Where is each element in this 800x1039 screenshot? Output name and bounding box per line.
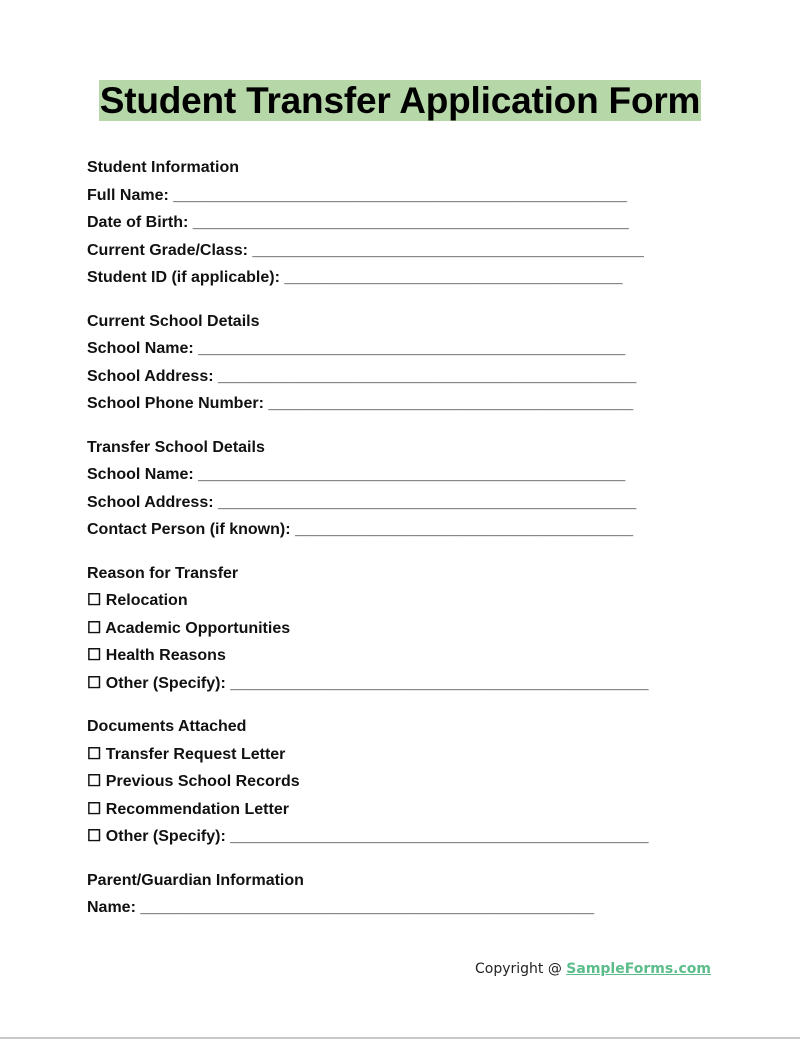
- section-heading: Reason for Transfer: [87, 564, 239, 582]
- reason-option-academic[interactable]: [87, 617, 727, 645]
- section-heading: Documents Attached: [87, 718, 247, 735]
- current-school-phone-field[interactable]: [87, 392, 727, 420]
- option-label: Other (Specify):: [105, 674, 226, 692]
- blank-line[interactable]: ___________________________________________________: [173, 186, 628, 204]
- date-of-birth-field[interactable]: [87, 211, 727, 239]
- document-option-recommendation[interactable]: [87, 798, 727, 826]
- checkbox-icon[interactable]: ☐: [87, 674, 102, 692]
- blank-line[interactable]: _________________________________________: [268, 395, 634, 412]
- sampleforms-link[interactable]: SampleForms.com: [566, 961, 711, 977]
- copyright-text: Copyright @: [474, 961, 567, 977]
- option-label: Previous School Records: [105, 773, 300, 790]
- student-id-field[interactable]: [87, 266, 727, 294]
- reason-option-health[interactable]: [87, 644, 727, 672]
- student-information-section: [87, 156, 727, 294]
- field-label: School Name:: [87, 340, 194, 357]
- transfer-school-section: [87, 436, 727, 546]
- checkbox-icon[interactable]: ☐: [87, 647, 102, 664]
- option-label: Transfer Request Letter: [105, 745, 286, 763]
- document-option-other[interactable]: [87, 825, 727, 853]
- transfer-school-name-field[interactable]: [87, 463, 727, 491]
- option-label: Recommendation Letter: [105, 800, 289, 818]
- option-label: Health Reasons: [105, 647, 226, 664]
- reason-for-transfer-section: [87, 562, 727, 700]
- blank-line[interactable]: ____________________________________________: [252, 241, 644, 259]
- checkbox-icon[interactable]: ☐: [87, 745, 102, 763]
- blank-line[interactable]: _______________________________________________: [218, 367, 637, 385]
- section-heading: Student Information: [87, 159, 239, 176]
- field-label: Current Grade/Class:: [87, 241, 248, 259]
- field-label: Contact Person (if known):: [87, 521, 291, 538]
- field-label: School Phone Number:: [87, 395, 264, 412]
- blank-line[interactable]: _______________________________________________: [218, 493, 637, 511]
- option-label: Academic Opportunities: [105, 619, 291, 637]
- reason-option-other[interactable]: [87, 672, 727, 700]
- blank-line[interactable]: ________________________________________________: [198, 340, 626, 357]
- blank-line[interactable]: ______________________________________: [295, 521, 634, 538]
- option-label: Relocation: [105, 592, 188, 609]
- blank-line[interactable]: _______________________________________________: [230, 828, 649, 845]
- form-title: Student Transfer Application Form: [99, 80, 701, 121]
- guardian-name-field[interactable]: [87, 896, 727, 924]
- checkbox-icon[interactable]: ☐: [87, 773, 102, 790]
- checkbox-icon[interactable]: ☐: [87, 800, 102, 818]
- guardian-information-section: [87, 869, 727, 924]
- section-heading: Current School Details: [87, 312, 260, 330]
- current-school-address-field[interactable]: [87, 365, 727, 393]
- contact-person-field[interactable]: [87, 518, 727, 546]
- full-name-field[interactable]: [87, 184, 727, 212]
- current-school-section: [87, 310, 727, 420]
- checkbox-icon[interactable]: ☐: [87, 592, 102, 609]
- transfer-school-address-field[interactable]: [87, 491, 727, 519]
- field-label: School Address:: [87, 493, 214, 511]
- documents-attached-section: [87, 715, 727, 853]
- blank-line[interactable]: ________________________________________________: [198, 466, 626, 483]
- option-label: Other (Specify):: [105, 828, 226, 845]
- form-body: [87, 156, 727, 940]
- field-label: Date of Birth:: [87, 214, 189, 231]
- field-label: School Address:: [87, 367, 214, 385]
- checkbox-icon[interactable]: ☐: [87, 619, 102, 637]
- reason-option-relocation[interactable]: [87, 589, 727, 617]
- blank-line[interactable]: ______________________________________: [284, 269, 623, 286]
- blank-line[interactable]: _______________________________________________: [230, 674, 649, 692]
- checkbox-icon[interactable]: ☐: [87, 828, 102, 845]
- section-heading: Parent/Guardian Information: [87, 871, 304, 889]
- section-heading: Transfer School Details: [87, 438, 265, 456]
- blank-line[interactable]: _________________________________________________: [192, 214, 629, 231]
- title-wrapper: [0, 80, 800, 121]
- copyright-footer: [475, 961, 711, 977]
- field-label: Student ID (if applicable):: [87, 269, 280, 286]
- field-label: Name:: [87, 899, 136, 916]
- field-label: Full Name:: [87, 186, 169, 204]
- grade-class-field[interactable]: [87, 239, 727, 267]
- document-option-transfer-letter[interactable]: [87, 743, 727, 771]
- blank-line[interactable]: ___________________________________________________: [140, 899, 595, 916]
- current-school-name-field[interactable]: [87, 337, 727, 365]
- document-option-school-records[interactable]: [87, 770, 727, 798]
- field-label: School Name:: [87, 466, 194, 483]
